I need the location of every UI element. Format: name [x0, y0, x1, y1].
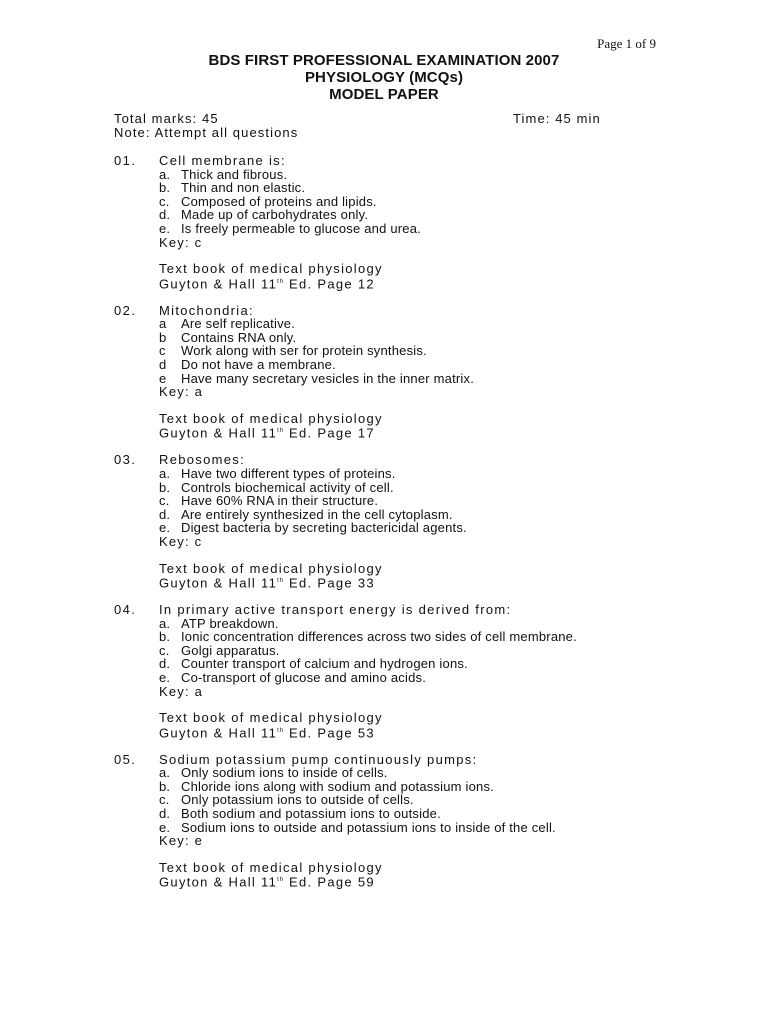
answer-key: Key: c — [159, 533, 203, 549]
option-text: ATP breakdown. — [181, 615, 279, 631]
answer-option — [159, 467, 654, 481]
option-text: Thin and non elastic. — [181, 180, 306, 196]
option-text: Composed of proteins and lipids. — [181, 193, 377, 209]
answer-option — [159, 630, 654, 644]
answer-option — [159, 780, 654, 794]
paper-type-title: MODEL PAPER — [329, 86, 439, 103]
reference-book: Text book of medical physiology — [159, 710, 383, 726]
question — [114, 453, 654, 590]
edition-superscript: th — [277, 727, 285, 734]
option-text: Only sodium ions to inside of cells. — [181, 765, 388, 781]
answer-option — [159, 821, 654, 835]
question — [114, 603, 654, 740]
reference — [159, 262, 654, 291]
option-letter: d. — [159, 806, 171, 822]
option-text: Have many secretary vesicles in the inner matrix. — [181, 370, 475, 386]
option-text: Is freely permeable to glucose and urea. — [181, 220, 421, 236]
option-letter: b. — [159, 180, 171, 196]
option-text: Work along with ser for protein synthesis. — [181, 343, 427, 359]
reference-author: Guyton & Hall 11 — [159, 276, 278, 292]
option-text: Digest bacteria by secreting bactericidal agents. — [181, 520, 467, 536]
option-text: Thick and fibrous. — [181, 166, 288, 182]
exam-title: BDS FIRST PROFESSIONAL EXAMINATION 2007 — [208, 52, 560, 69]
option-letter: a — [159, 316, 167, 332]
reference-author: Guyton & Hall 11 — [159, 575, 278, 591]
option-letter: c. — [159, 193, 170, 209]
option-letter: c — [159, 343, 166, 359]
option-letter: a. — [159, 166, 171, 182]
answer-option — [159, 344, 654, 358]
option-letter: a. — [159, 615, 171, 631]
question — [114, 154, 654, 291]
option-letter: b. — [159, 629, 171, 645]
reference-page: Ed. Page 12 — [284, 276, 375, 292]
option-letter: e — [159, 370, 167, 386]
option-letter: d. — [159, 207, 171, 223]
option-letter: d. — [159, 656, 171, 672]
reference-book: Text book of medical physiology — [159, 261, 383, 277]
option-text: Only potassium ions to outside of cells. — [181, 792, 414, 808]
option-text: Both sodium and potassium ions to outside. — [181, 806, 441, 822]
answer-option — [159, 617, 654, 631]
subject-title: PHYSIOLOGY (MCQs) — [304, 69, 464, 86]
answer-option — [159, 793, 654, 807]
reference-book: Text book of medical physiology — [159, 410, 383, 426]
option-text: Made up of carbohydrates only. — [181, 207, 369, 223]
question-number: 04. — [114, 602, 137, 618]
answer-option — [159, 317, 654, 331]
option-letter: c. — [159, 642, 170, 658]
total-marks: Total marks: 45 — [114, 111, 219, 126]
answer-option — [159, 494, 654, 508]
answer-option — [159, 521, 654, 535]
option-text: Sodium ions to outside and potassium ions to inside of the cell. — [181, 819, 556, 835]
answer-option — [159, 181, 654, 195]
answer-option — [159, 766, 654, 780]
option-text: Are entirely synthesized in the cell cytoplasm. — [181, 506, 453, 522]
reference — [159, 562, 654, 591]
reference-page: Ed. Page 17 — [284, 425, 375, 441]
edition-superscript: th — [277, 428, 285, 435]
question — [114, 753, 654, 890]
reference-edition — [159, 425, 654, 440]
reference-author: Guyton & Hall 11 — [159, 425, 278, 441]
edition-superscript: th — [277, 278, 285, 285]
exam-time: Time: 45 min — [513, 111, 601, 126]
reference-edition — [159, 725, 654, 740]
question-number: 01. — [114, 153, 137, 168]
reference-edition — [159, 874, 654, 889]
reference — [159, 861, 654, 890]
reference-author: Guyton & Hall 11 — [159, 874, 278, 890]
option-text: Ionic concentration differences across two sides of cell membrane. — [181, 629, 577, 645]
option-letter: c. — [159, 493, 170, 509]
answer-option — [159, 508, 654, 522]
option-text: Counter transport of calcium and hydrogen ions. — [181, 656, 468, 672]
answer-option — [159, 372, 654, 386]
answer-option — [159, 644, 654, 658]
reference-author: Guyton & Hall 11 — [159, 725, 278, 741]
answer-option — [159, 222, 654, 236]
answer-key: Key: a — [159, 384, 204, 400]
reference-edition — [159, 575, 654, 590]
option-letter: e. — [159, 819, 171, 835]
answer-option — [159, 208, 654, 222]
reference-edition — [159, 276, 654, 291]
document-header — [0, 52, 768, 103]
option-text: Have two different types of proteins. — [181, 465, 396, 481]
option-letter: e. — [159, 520, 171, 536]
option-letter: e. — [159, 220, 171, 236]
option-text: Have 60% RNA in their structure. — [181, 493, 379, 509]
option-letter: e. — [159, 669, 171, 685]
question-stem: Mitochondria: — [159, 302, 254, 318]
answer-key: Key: e — [159, 833, 204, 849]
reference — [159, 412, 654, 441]
answer-option — [159, 481, 654, 495]
option-letter: b. — [159, 479, 171, 495]
question-stem: Sodium potassium pump continuously pumps: — [159, 751, 478, 767]
reference — [159, 711, 654, 740]
option-letter: c. — [159, 792, 170, 808]
question-number: 05. — [114, 751, 137, 767]
option-letter: b. — [159, 778, 171, 794]
option-letter: a. — [159, 465, 171, 481]
question-stem: Cell membrane is: — [159, 153, 286, 168]
edition-superscript: th — [277, 578, 285, 585]
answer-option — [159, 195, 654, 209]
exam-meta — [114, 112, 624, 140]
reference-book: Text book of medical physiology — [159, 859, 383, 875]
answer-option — [159, 657, 654, 671]
option-letter: b — [159, 329, 167, 345]
option-text: Contains RNA only. — [181, 329, 297, 345]
answer-key: Key: a — [159, 683, 204, 699]
question-number: 03. — [114, 452, 137, 468]
page-number: Page 1 of 9 — [597, 36, 656, 51]
option-text: Do not have a membrane. — [181, 357, 336, 373]
question-stem: Rebosomes: — [159, 452, 245, 468]
answer-option — [159, 331, 654, 345]
option-text: Golgi apparatus. — [181, 642, 280, 658]
exam-note: Note: Attempt all questions — [114, 125, 299, 140]
option-text: Controls biochemical activity of cell. — [181, 479, 394, 495]
reference-page: Ed. Page 53 — [284, 725, 375, 741]
option-letter: d — [159, 357, 167, 373]
edition-superscript: th — [277, 877, 285, 884]
question-list — [114, 154, 654, 889]
option-text: Chloride ions along with sodium and potassium ions. — [181, 778, 494, 794]
reference-page: Ed. Page 33 — [284, 575, 375, 591]
answer-option — [159, 168, 654, 182]
answer-option — [159, 807, 654, 821]
option-text: Co-transport of glucose and amino acids. — [181, 669, 427, 685]
answer-key: Key: c — [159, 234, 203, 250]
question — [114, 304, 654, 441]
answer-option — [159, 358, 654, 372]
question-stem: In primary active transport energy is derived from: — [159, 602, 512, 618]
question-number: 02. — [114, 302, 137, 318]
option-letter: a. — [159, 765, 171, 781]
option-letter: d. — [159, 506, 171, 522]
reference-page: Ed. Page 59 — [284, 874, 375, 890]
reference-book: Text book of medical physiology — [159, 560, 383, 576]
answer-option — [159, 671, 654, 685]
option-text: Are self replicative. — [181, 316, 296, 332]
